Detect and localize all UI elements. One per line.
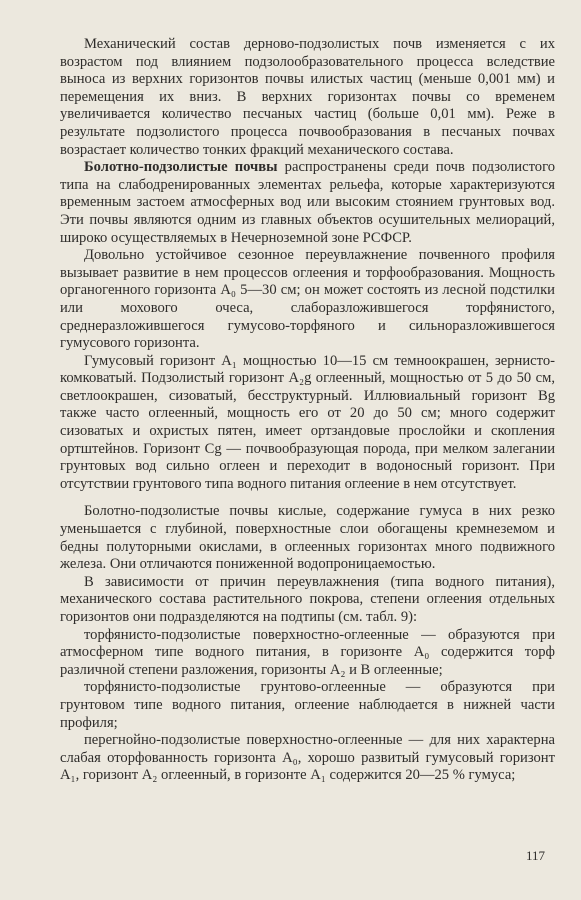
paragraph-2 [60,159,555,247]
paragraph-7-text: торфянисто-подзолистые поверхностно-оглеенные — образуются при атмосферном типе водного питания, в горизонте A₀ содержится торф различной степени разложения, горизонты A₂ и B оглеенные; [60,626,555,678]
paragraph-8-text: торфянисто-подзолистые грунтово-оглеенные — образуются при грунтовом типе водного питания, оглеение наблюдается в нижней части профиля; [60,679,555,731]
page-number: 117 [525,848,545,863]
paragraph-6-text: В зависимости от причин переувлажнения (типа водного питания), механического состава растительного покрова, степени оглеения отдельных горизонтов они подразделяются на подтипы (см. табл. 9): [60,573,555,625]
paragraph-5-text: Болотно-подзолистые почвы кислые, содержание гумуса в них резко уменьшается с глубиной, поверхностные слои обогащены кремнеземом и бедны полуторными окислами, в оглеенных горизонтах много подвижного железа. Они отличаются пониженной водопроницаемостью. [60,503,555,573]
paragraph-5 [60,503,555,573]
paragraph-1-text: Механический состав дерново-подзолистых почв изменяется с их возрастом под влиянием подзолообразовательного процесса вследствие выноса из верхних горизонтов почвы илистых частиц (меньше 0,001 мм) и перемещения их вниз. В верхних горизонтах почвы со временем увеличивается количество песчаных частиц (больше 0,01 мм). Реже в результате подзолистого процесса почвообразования в песчаных почвах возрастает количество тонких фракций механического состава. [60,36,555,158]
paragraph-6 [60,574,555,627]
paragraph-4-text: Гумусовый горизонт A₁ мощностью 10—15 см темноокрашен, зернисто-комковатый. Подзолистый горизонт A₂g оглеенный, мощностью от 5 до 50 см, светлоокрашен, сизоватый, бесструктурный. Иллювиальный горизонт Bg также часто оглеенный, мощность его от 20 до 50 см; много содержит сизоватых и охристых пятен, имеет ортзандовые прослойки и скопления ортштейнов. Горизонт Cg — почвообразующая порода, при мелком залегании грунтовых вод сильно оглеен и переходит в водоносный горизонт. При отсутствии грунтового типа водного питания оглеение в нем отсутствует. [60,352,555,492]
paragraph-7 [60,627,555,680]
paragraph-2-lead: Болотно-подзолистые почвы [84,159,278,176]
paragraph-3 [60,247,555,353]
paragraph-4 [60,353,555,494]
paragraph-9 [60,732,555,785]
body-text [60,36,555,785]
paragraph-3-text: Довольно устойчивое сезонное переувлажнение почвенного профиля вызывает развитие в нем процессов оглеения и торфообразования. Мощность органогенного горизонта A₀ 5—30 см; он может состоять из лесной подстилки или мохового очеса, слаборазложившегося торфянистого, среднеразложившегося гумусово-торфяного и сильноразложившегося гумусового горизонта. [60,247,555,352]
paragraph-1 [60,36,555,159]
paragraph-2-text: распространены среди почв подзолистого типа на слабодренированных элементах рельефа, которые характеризуются временным застоем атмосферных вод или высоким стоянием грунтовых вод. Эти почвы являются одним из главных объектов осушительных мелиораций, широко осуществляемых в Нечерноземной зоне РСФСР. [60,159,555,246]
paragraph-8 [60,679,555,732]
paragraph-9-text: перегнойно-подзолистые поверхностно-оглеенные — для них характерна слабая оторфованность горизонта A₀, хорошо развитый гумусовый горизонт A₁, горизонт A₂ оглеенный, в горизонте A₁ содержится 20—25 % гумуса; [60,732,555,784]
